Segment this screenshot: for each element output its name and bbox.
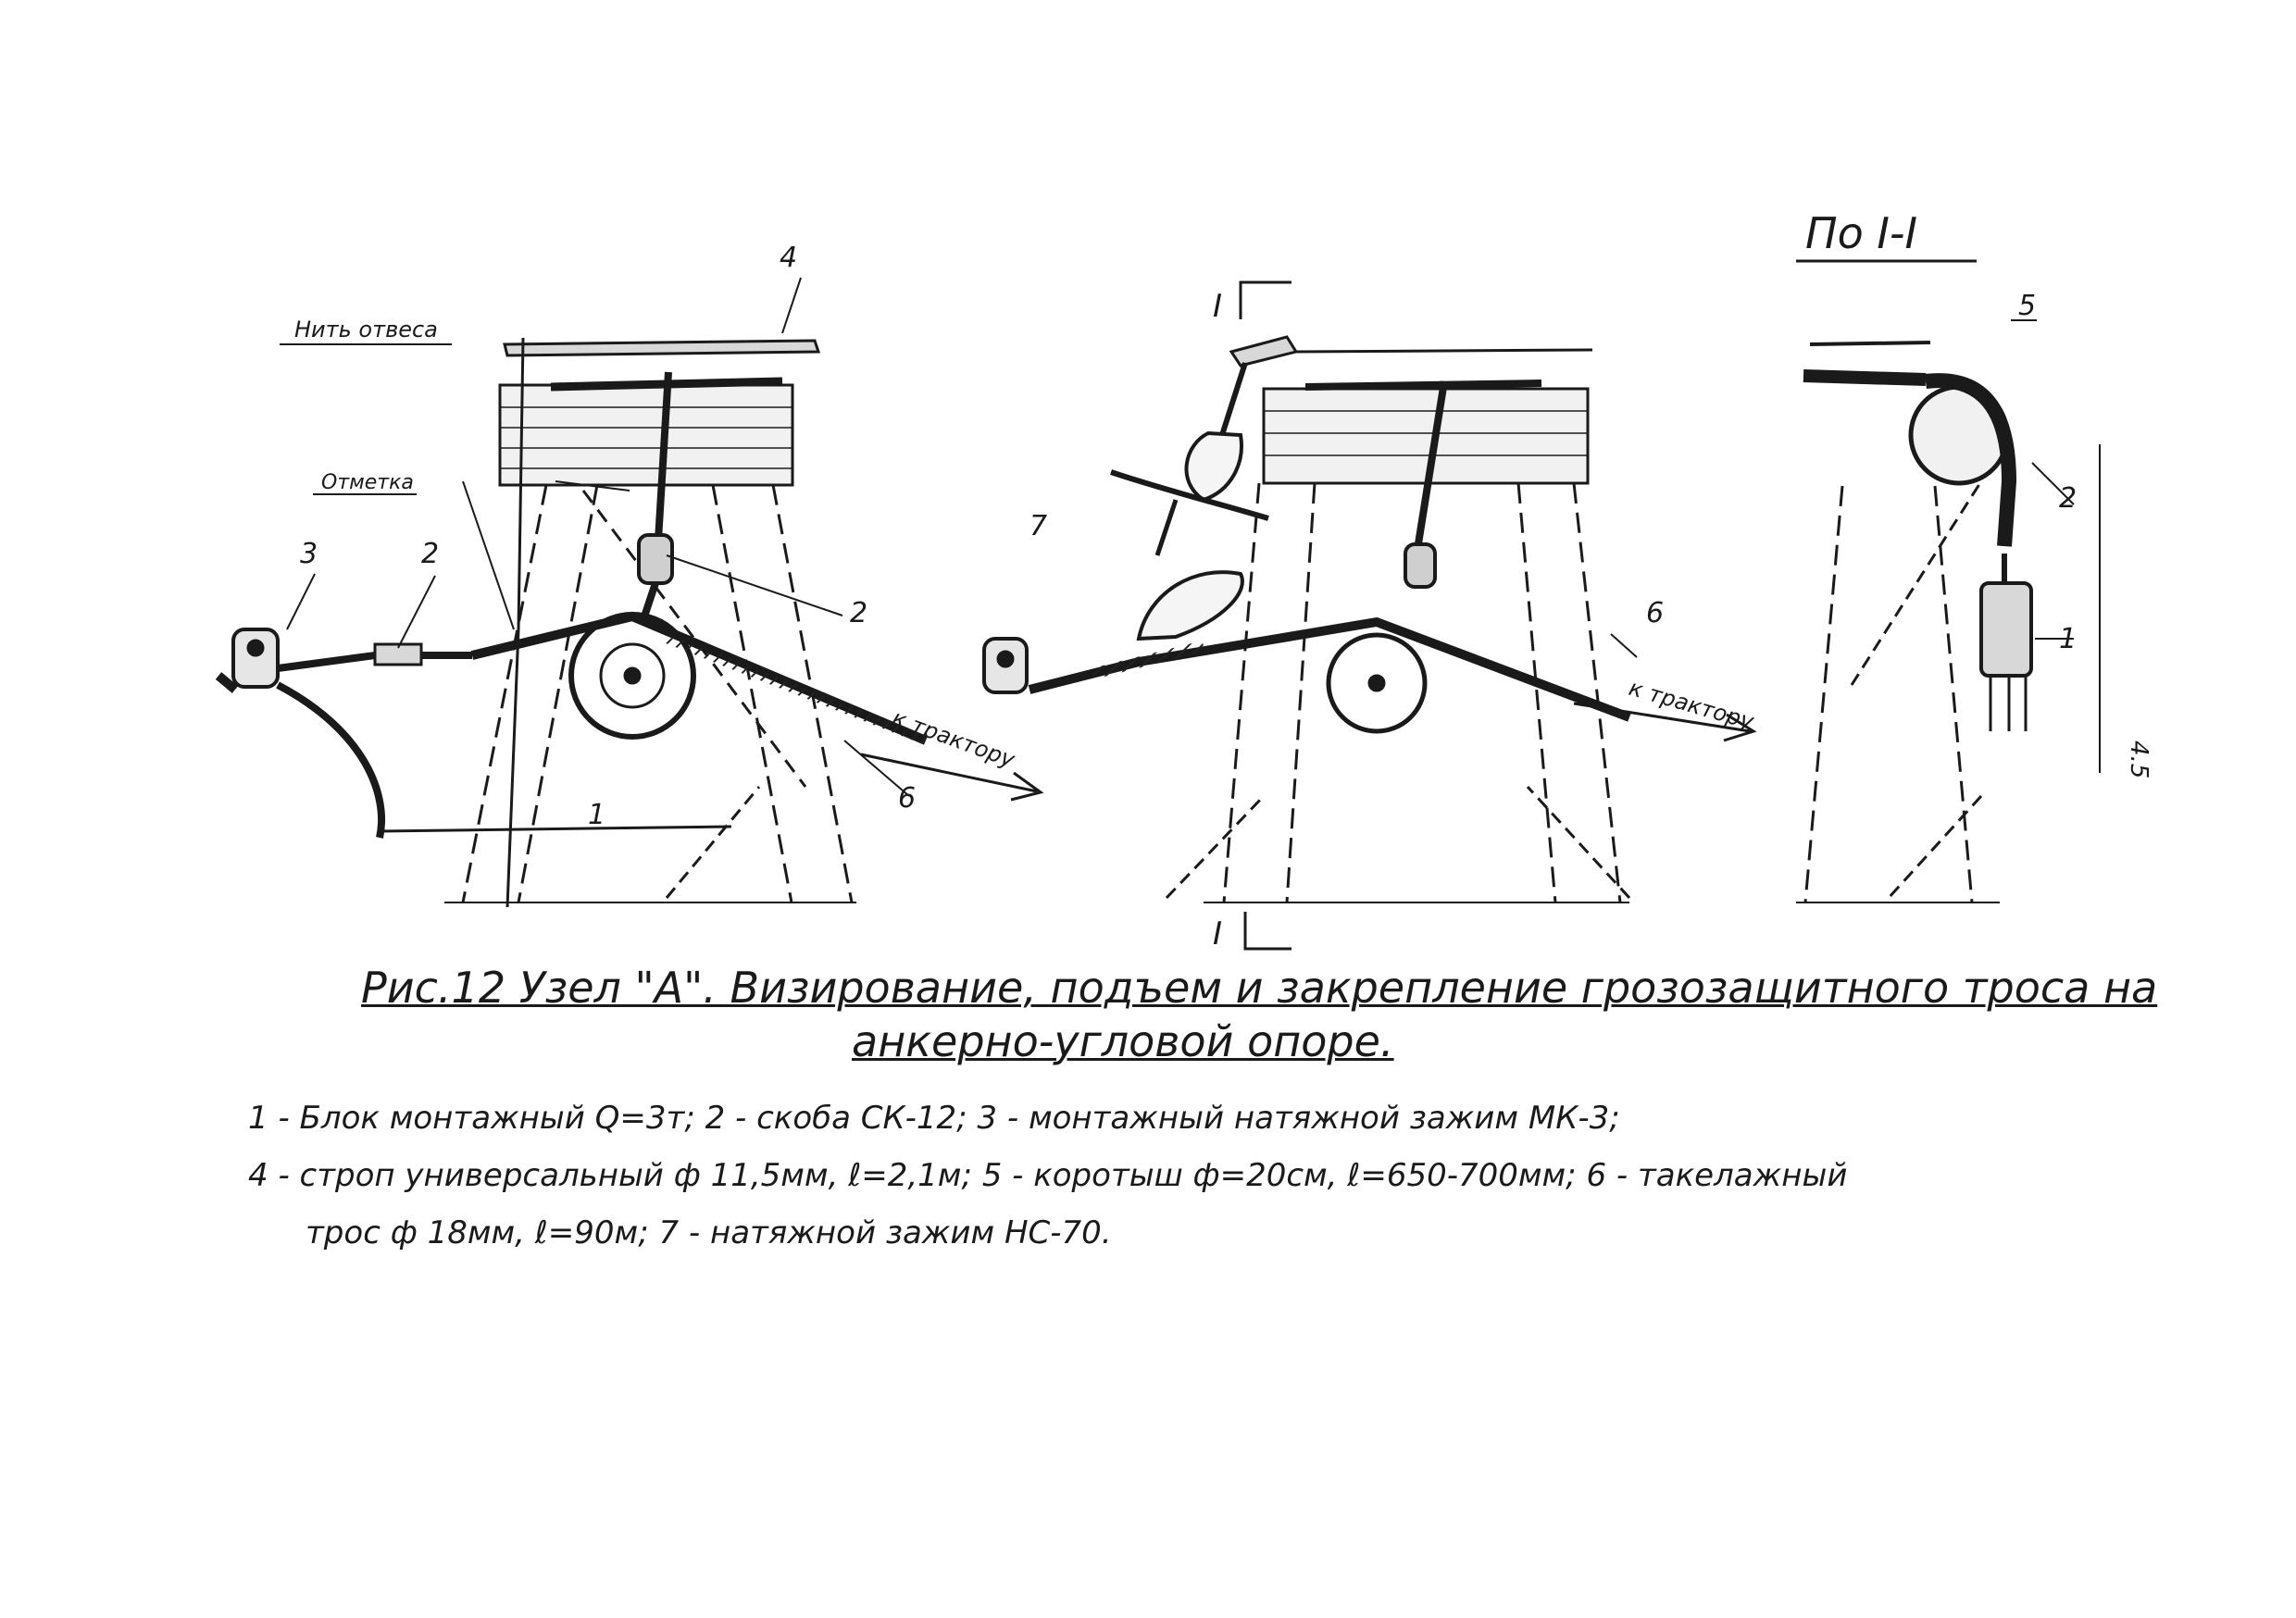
legend-line-2: 4 - строп универсальный ф 11,5мм, ℓ=2,1м; 5 - коротыш ф=20см, ℓ=650-700мм; 6 - такелажный	[248, 1157, 1848, 1194]
callout-7: 7	[1029, 510, 1048, 542]
to-tractor-right-label: к трактору	[1626, 674, 1757, 735]
callout-3: 3	[300, 538, 318, 570]
legend-line-3: трос ф 18мм, ℓ=90м; 7 - натяжной зажим НС-70.	[306, 1214, 1112, 1251]
shackle-2	[639, 535, 672, 583]
section-mark-top: I	[1213, 288, 1223, 325]
left-view	[218, 278, 1041, 907]
cap-plate	[505, 341, 818, 355]
dimension-label: 4.5	[2125, 741, 2152, 779]
callout-5: 5	[2018, 290, 2037, 322]
callout-1-left: 1	[588, 799, 606, 831]
middle-view	[984, 282, 1753, 949]
figure-title-line-1: Рис.12 Узел "А". Визирование, подъем и закрепление грозозащитного троса на	[361, 963, 2158, 1013]
callout-6-left: 6	[898, 782, 917, 815]
legend-line-1: 1 - Блок монтажный Q=3т; 2 - скоба СК-12; 3 - монтажный натяжной зажим МК-3;	[248, 1100, 1620, 1137]
right-view	[1796, 342, 2100, 902]
sling-top-right	[1803, 376, 1926, 380]
rigging-cable-6	[472, 616, 926, 741]
callout-1-right: 1	[2059, 623, 2078, 655]
callout-2-right: 2	[2059, 482, 2078, 515]
callout-6-mid: 6	[1646, 597, 1665, 629]
callout-4: 4	[780, 242, 798, 274]
plumb-line-label: Нить отвеса	[294, 317, 438, 342]
to-tractor-left-label: к трактору	[888, 704, 1018, 774]
figure-title-line-2: анкерно-угловой опоре.	[852, 1016, 1394, 1066]
callout-2-left: 2	[421, 538, 440, 570]
section-mark-bottom: I	[1213, 915, 1223, 952]
clamp-3	[233, 629, 278, 687]
ground-line	[380, 827, 731, 831]
callout-2-mid: 2	[850, 597, 868, 629]
tension-clamp-7	[1139, 572, 1242, 639]
mark-label: Отметка	[321, 471, 414, 494]
view-title: По I-I	[1805, 208, 1918, 258]
crossarm-block-mid	[1264, 389, 1588, 483]
crossarm-block	[500, 385, 792, 485]
